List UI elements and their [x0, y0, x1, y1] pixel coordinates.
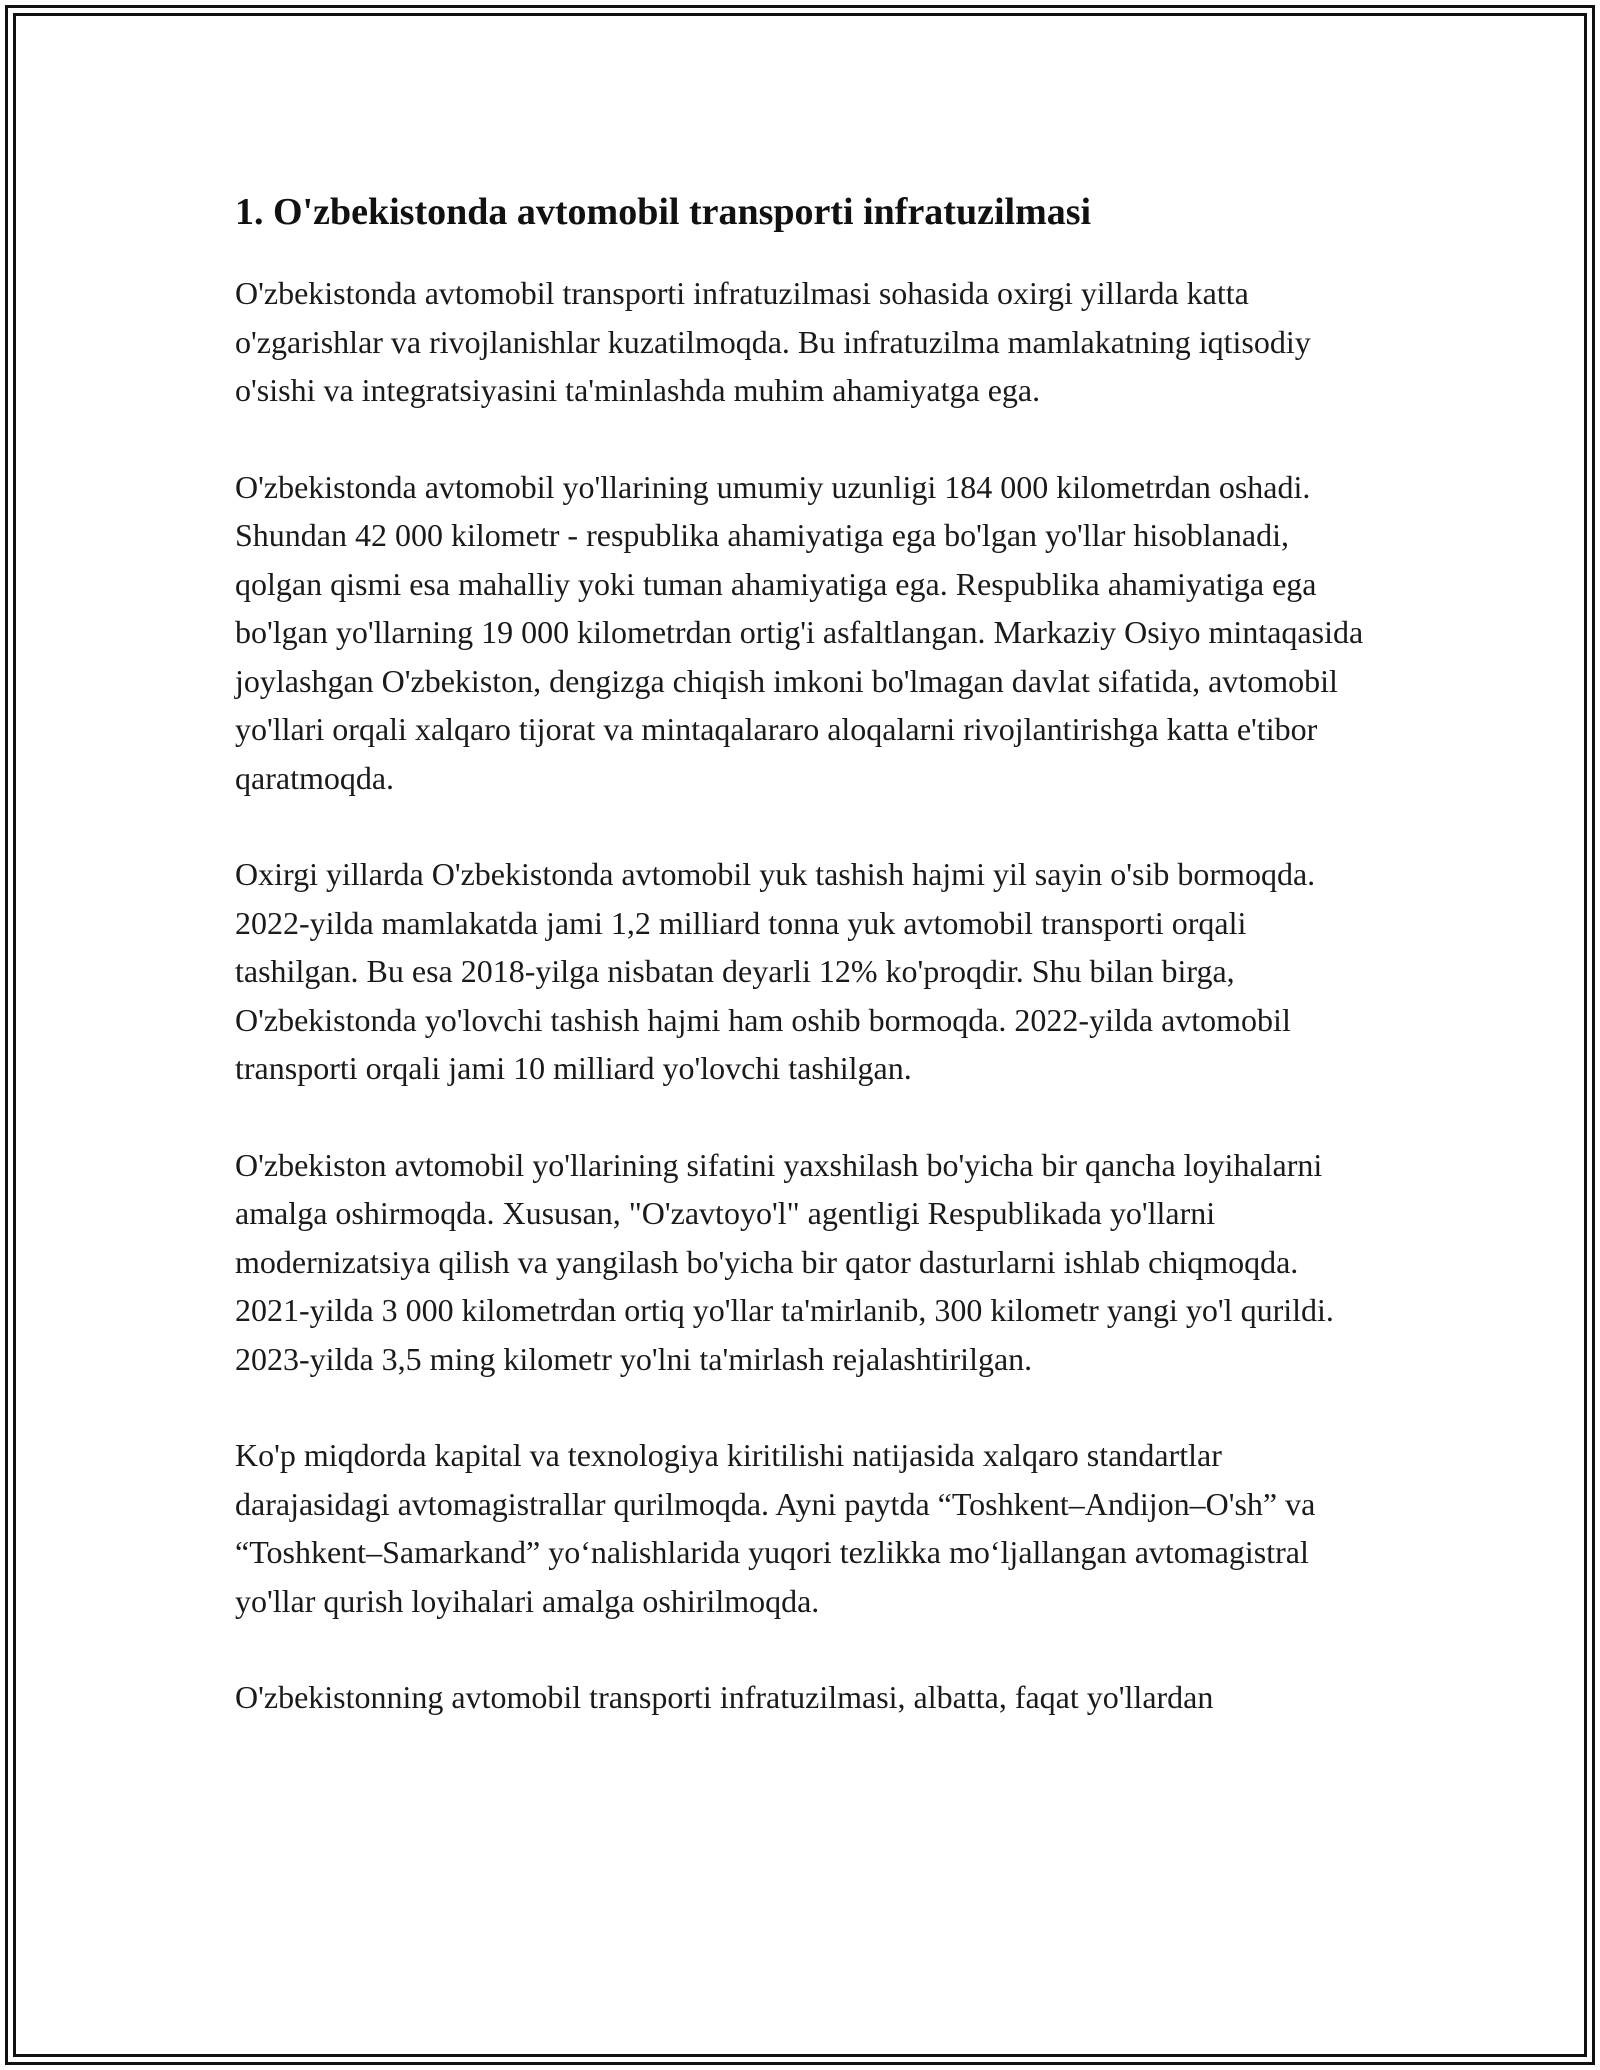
paragraph-4: O'zbekiston avtomobil yo'llarining sifatini yaxshilash bo'yicha bir qancha loyihalarni amalga oshirmoqda. Xususan, "O'zavtoyo'l" agentligi Respublikada yo'llarni modernizatsiya qilish va yangilash bo'yicha bir qator dasturlarni ishlab chiqmoqda. 2021-yilda 3 000 kilometrdan ortiq yo'llar ta'mirlanib, 300 kilometr yangi yo'l qurildi. 2023-yilda 3,5 ming kilometr yo'lni ta'mirlash rejalashtirilgan.: [235, 1146, 1334, 1377]
section-heading: 1. O'zbekistonda avtomobil transporti infratuzilmasi: [235, 191, 1092, 233]
paragraph-2: O'zbekistonda avtomobil yo'llarining umumiy uzunligi 184 000 kilometrdan oshadi. Shundan 42 000 kilometr - respublika ahamiyatiga ega bo'lgan yo'llar hisoblanadi, qolgan qismi esa mahalliy yoki tuman ahamiyatiga ega. Respublika ahamiyatiga ega bo'lgan yo'llarning 19 000 kilometrdan ortig'i asfaltlangan. Markaziy Osiyo mintaqasida joylashgan O'zbekiston, dengizga chiqish imkoni bo'lmagan davlat sifatida, avtomobil yo'llari orqali xalqaro tijorat va mintaqalararo aloqalarni rivojlantirishga katta e'tibor qaratmoqda.: [235, 468, 1364, 796]
document-body: [235, 185, 1375, 1770]
paragraph-3: Oxirgi yillarda O'zbekistonda avtomobil yuk tashish hajmi yil sayin o'sib bormoqda. 2022-yilda mamlakatda jami 1,2 milliard tonna yuk avtomobil transporti orqali tashilgan. Bu esa 2018-yilga nisbatan deyarli 12% ko'proqdir. Shu bilan birga, O'zbekistonda yo'lovchi tashish hajmi ham oshib bormoqda. 2022-yilda avtomobil transporti orqali jami 10 milliard yo'lovchi tashilgan.: [235, 856, 1316, 1086]
paragraph-6: O'zbekistonning avtomobil transporti infratuzilmasi, albatta, faqat yo'llardan: [235, 1679, 1214, 1715]
paragraph-5: Ko'p miqdorda kapital va texnologiya kiritilishi natijasida xalqaro standartlar darajasidagi avtomagistrallar qurilmoqda. Ayni paytda “Toshkent–Andijon–O'sh” va “Toshkent–Samarkand” yo‘nalishlarida yuqori tezlikka mo‘ljallangan avtomagistral yo'llar qurish loyihalari amalga oshirilmoqda.: [235, 1437, 1316, 1619]
paragraph-1: O'zbekistonda avtomobil transporti infratuzilmasi sohasida oxirgi yillarda katta o'zgarishlar va rivojlanishlar kuzatilmoqda. Bu infratuzilma mamlakatning iqtisodiy o'sishi va integratsiyasini ta'minlashda muhim ahamiyatga ega.: [235, 275, 1311, 408]
